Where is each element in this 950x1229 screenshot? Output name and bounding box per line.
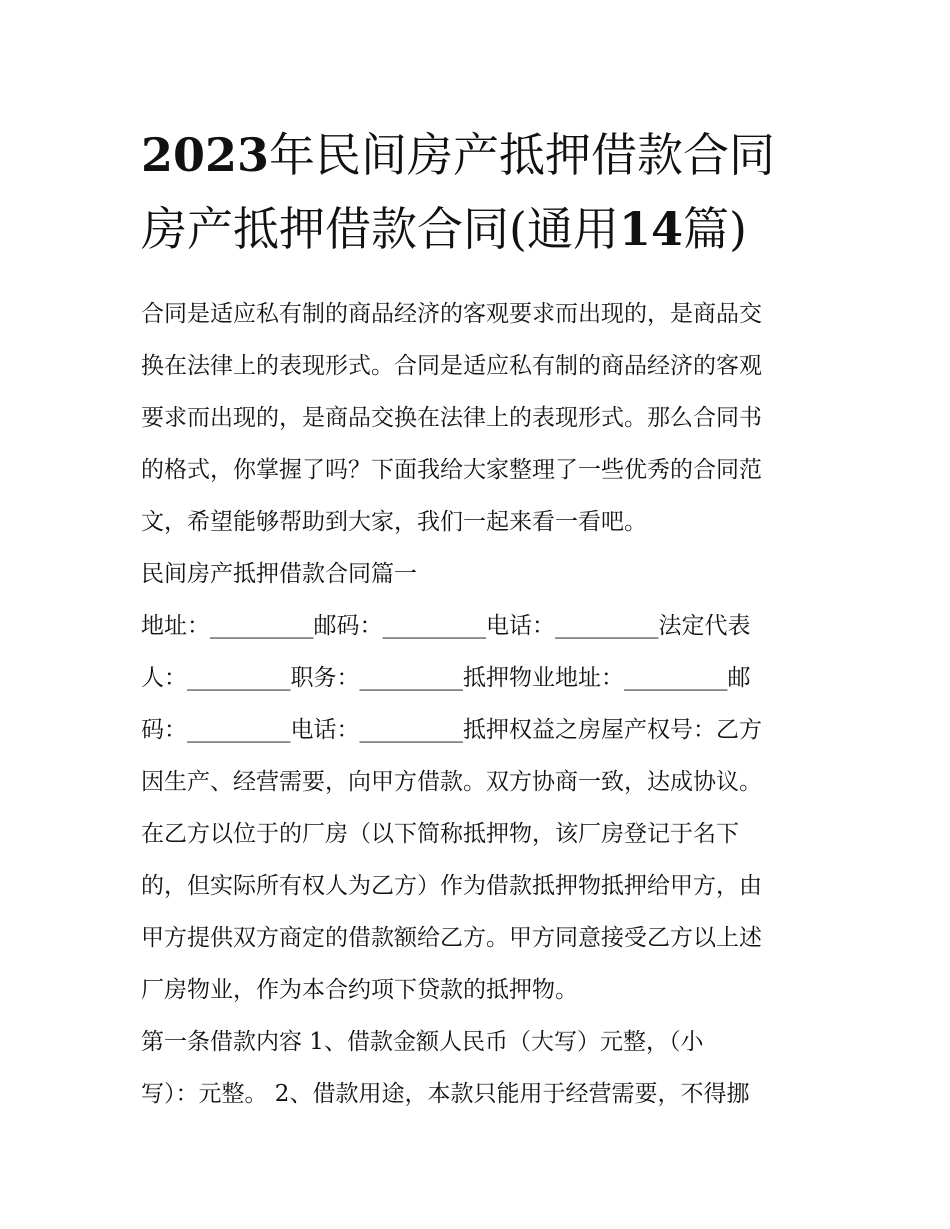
text-line: 甲方提供双方商定的借款额给乙方。甲方同意接受乙方以上述 — [141, 925, 762, 951]
text-line: 要求而出现的，是商品交换在法律上的表现形式。那么合同书 — [141, 405, 762, 431]
text-line: 合同是适应私有制的商品经济的客观要求而出现的，是商品交 — [141, 301, 762, 327]
text-line: 人：_________职务：_________抵押物业地址：_________邮 — [141, 665, 751, 691]
text-line: 码：_________电话：_________抵押权益之房屋产权号：乙方 — [141, 717, 762, 743]
text-line: 厂房物业，作为本合约项下贷款的抵押物。 — [141, 977, 578, 1003]
text-line: 第一条借款内容 1、借款金额人民币（大写）元整，（小 — [141, 1029, 704, 1055]
title-line-2-text-b: 篇) — [682, 202, 747, 256]
title-line-1 — [141, 118, 813, 192]
text-line: 写）：元整。 2、借款用途，本款只能用于经营需要，不得挪 — [141, 1081, 750, 1107]
contract-paragraph — [141, 600, 813, 1016]
intro-paragraph — [141, 288, 813, 548]
title-line-2 — [141, 192, 813, 266]
title-line-2-text-a: 房产抵押借款合同(通用 — [141, 202, 619, 256]
document-body — [141, 288, 813, 1120]
text-line: 因生产、经营需要，向甲方借款。双方协商一致，达成协议。 — [141, 769, 762, 795]
section-heading-text: 民间房产抵押借款合同篇一 — [141, 561, 417, 587]
text-line: 的格式，你掌握了吗？下面我给大家整理了一些优秀的合同范 — [141, 457, 762, 483]
document-title — [141, 118, 813, 266]
section-heading — [141, 548, 813, 600]
document-page — [141, 118, 813, 1120]
title-line-1-text: 年民间房产抵押借款合同 — [269, 128, 776, 182]
text-line: 文，希望能够帮助到大家，我们一起来看一看吧。 — [141, 509, 647, 535]
title-year: 2023 — [141, 128, 270, 182]
title-count: 14 — [618, 202, 683, 256]
text-line: 在乙方以位于的厂房（以下简称抵押物，该厂房登记于名下 — [141, 821, 739, 847]
text-line: 地址：_________邮码：_________电话：_________法定代表 — [141, 613, 751, 639]
article-paragraph — [141, 1016, 813, 1120]
text-line: 换在法律上的表现形式。合同是适应私有制的商品经济的客观 — [141, 353, 762, 379]
text-line: 的，但实际所有权人为乙方）作为借款抵押物抵押给甲方，由 — [141, 873, 762, 899]
